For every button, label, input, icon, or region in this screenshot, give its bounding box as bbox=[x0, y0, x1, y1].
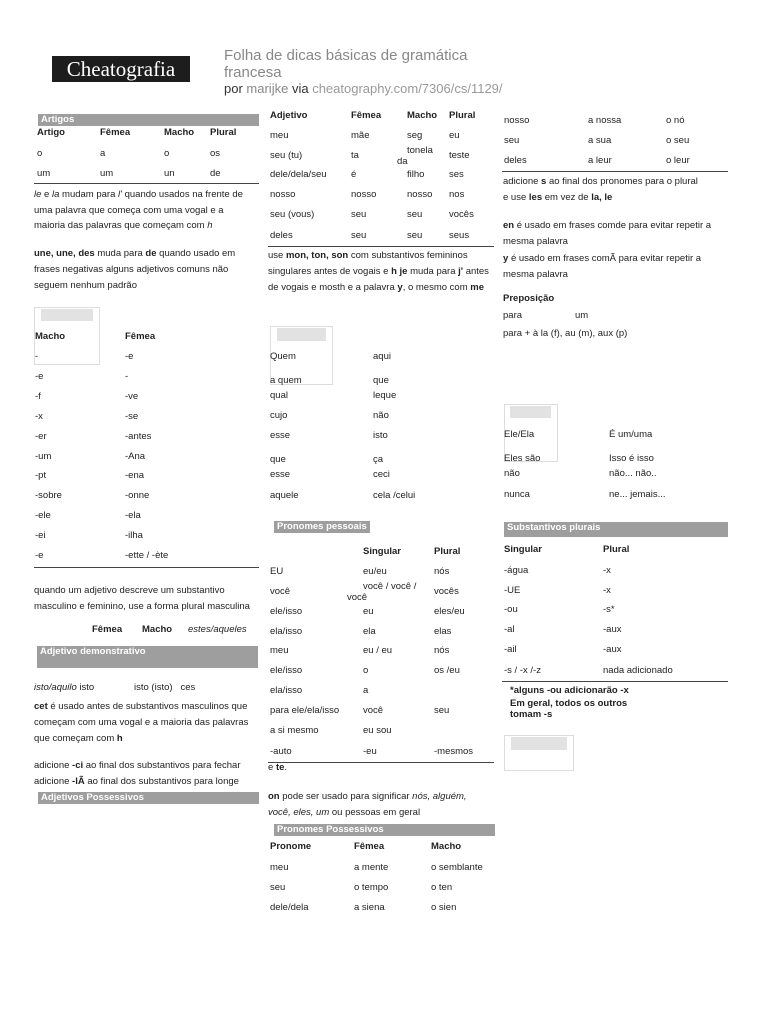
adj-cell: - bbox=[125, 371, 129, 382]
page-title-line2: francesa bbox=[224, 64, 282, 81]
pess-cell: ele/isso bbox=[270, 665, 303, 676]
section-artigos: Artigos bbox=[38, 114, 259, 126]
sub-cell: -ail bbox=[504, 644, 517, 655]
rel-cell: cela /celui bbox=[373, 490, 416, 501]
poss-cell: seu bbox=[351, 209, 367, 220]
en-note-line2: mesma palavra bbox=[503, 236, 568, 247]
top-cell: deles bbox=[504, 155, 527, 166]
sub-note-line3: tomam -s bbox=[510, 709, 553, 720]
pess-cell: o bbox=[363, 665, 369, 676]
ete-note: e te. bbox=[268, 762, 288, 773]
sub-cell: -x bbox=[603, 565, 611, 576]
adj-cell: -um bbox=[35, 451, 52, 462]
ppos-cell: o sien bbox=[431, 902, 457, 913]
sub-cell: -aux bbox=[603, 644, 622, 655]
pess-cell: vocês bbox=[434, 586, 459, 597]
page-title-line1: Folha de dicas básicas de gramática bbox=[224, 47, 468, 64]
isto-row: isto (isto) ces bbox=[134, 682, 196, 693]
poss-cell: seus bbox=[449, 230, 470, 241]
sub-cell: -aux bbox=[603, 624, 622, 635]
ppos-cell: meu bbox=[270, 862, 289, 873]
isto-row: isto/aquilo isto bbox=[34, 682, 95, 693]
ppos-cell: a siena bbox=[354, 902, 385, 913]
pess-cell: você bbox=[270, 586, 291, 597]
ppos-head-0: Pronome bbox=[270, 841, 312, 852]
adj-cell: -antes bbox=[125, 431, 152, 442]
top-cell: nosso bbox=[504, 115, 530, 126]
poss-cell: seg bbox=[407, 130, 423, 141]
pess-cell: -mesmos bbox=[434, 746, 474, 757]
lela-note-line3: maioria das palavras que começam com h bbox=[34, 220, 213, 231]
adj-cell: -sobre bbox=[35, 490, 62, 501]
divider bbox=[502, 681, 728, 682]
pess-cell: meu bbox=[270, 645, 289, 656]
poss-cell: seu bbox=[407, 230, 423, 241]
section-adjetivos-possessivos: Adjetivos Possessivos bbox=[38, 792, 259, 804]
poss-cell: nosso bbox=[407, 189, 433, 200]
pess-cell: a bbox=[363, 685, 369, 696]
art-cell: a bbox=[100, 148, 106, 159]
une-note-line2: frases negativas alguns adjetivos comuns não bbox=[34, 264, 229, 275]
ele-cell: Eles são bbox=[504, 453, 541, 464]
poss-cell: nosso bbox=[351, 189, 377, 200]
pess-cell: para ele/ela/isso bbox=[270, 705, 340, 716]
poss-cell: filho bbox=[407, 169, 425, 180]
ppos-cell: a mente bbox=[354, 862, 389, 873]
y-note-line2: mesma palavra bbox=[503, 269, 568, 280]
rel-cell: aquele bbox=[270, 490, 299, 501]
use-note-line1: use mon, ton, son com substantivos femininos bbox=[268, 250, 468, 261]
art-cell: de bbox=[210, 168, 221, 179]
divider bbox=[34, 567, 259, 568]
divider bbox=[34, 183, 259, 184]
top-cell: seu bbox=[504, 135, 520, 146]
author-link[interactable]: marijke bbox=[246, 81, 289, 96]
ele-cell: não... não.. bbox=[609, 468, 657, 479]
sub-cell: -ou bbox=[504, 604, 518, 615]
art-head-1: Fêmea bbox=[100, 127, 131, 138]
sub-cell: -água bbox=[504, 565, 529, 576]
rel-cell: Quem bbox=[270, 351, 296, 362]
poss-head-1: Fêmea bbox=[351, 110, 382, 121]
ele-cell: não bbox=[504, 468, 520, 479]
adj-cell: -ve bbox=[125, 391, 139, 402]
rel-cell: esse bbox=[270, 430, 291, 441]
rel-cell: cujo bbox=[270, 410, 288, 421]
adj-cell: -ena bbox=[125, 470, 145, 481]
poss-cell: mãe bbox=[351, 130, 370, 141]
pess-cell: eu/eu bbox=[363, 566, 387, 577]
section-substantivos-plurais: Substantivos plurais bbox=[504, 522, 728, 537]
pess-cell: você bbox=[363, 705, 384, 716]
poss-cell: nos bbox=[449, 189, 465, 200]
pess-cell: nós bbox=[434, 566, 450, 577]
prep-title: Preposição bbox=[503, 293, 555, 304]
poss-cell: nosso bbox=[270, 189, 296, 200]
fm-label-estes: estes/aqueles bbox=[188, 624, 247, 635]
sub-note-line1: *alguns -ou adicionarão -x bbox=[510, 685, 629, 696]
rel-cell: esse bbox=[270, 469, 291, 480]
adj-head-macho: Macho bbox=[35, 331, 66, 342]
adj-cell: -ilha bbox=[125, 530, 143, 541]
brand-logo: Cheatografia bbox=[52, 56, 190, 82]
poss-cell: eu bbox=[449, 130, 460, 141]
art-head-3: Plural bbox=[210, 127, 237, 138]
pess-head-singular: Singular bbox=[363, 546, 402, 557]
poss-cell: seu bbox=[407, 209, 423, 220]
pess-head-plural: Plural bbox=[434, 546, 461, 557]
on-note-line2: você, eles, um ou pessoas em geral bbox=[268, 807, 421, 818]
ppos-cell: o ten bbox=[431, 882, 453, 893]
poss-cell: seu (vous) bbox=[270, 209, 315, 220]
poss-cell: ta bbox=[351, 150, 359, 161]
y-note-line1: y é usado em frases comÃ para evitar repetir a bbox=[503, 253, 702, 264]
poss-cell: é bbox=[351, 169, 357, 180]
top-cell: a sua bbox=[588, 135, 612, 146]
ppos-head-1: Fêmea bbox=[354, 841, 385, 852]
ele-cell: Isso é isso bbox=[609, 453, 654, 464]
fm-label-femea: Fêmea bbox=[92, 624, 123, 635]
add-note-line1: adicione s ao final dos pronomes para o plural bbox=[503, 176, 698, 187]
adj-head-femea: Fêmea bbox=[125, 331, 156, 342]
art-cell: o bbox=[37, 148, 43, 159]
pess-cell: ele/isso bbox=[270, 606, 303, 617]
cet-note-line3: que começam com h bbox=[34, 733, 123, 744]
on-note-line1: on pode ser usado para significar nós, alguém, bbox=[268, 791, 467, 802]
use-note-line3: de vogais e mosth e a palavra y, o mesmo com me bbox=[268, 282, 484, 293]
ppos-head-2: Macho bbox=[431, 841, 462, 852]
pess-cell: -eu bbox=[363, 746, 377, 757]
lela-note-line2: uma palavra que começa com uma vogal e a bbox=[34, 205, 224, 216]
top-cell: o nó bbox=[666, 115, 685, 126]
rel-cell: aqui bbox=[373, 351, 391, 362]
poss-cell: seu (tu) bbox=[270, 150, 303, 161]
ci-note-line2: adicione -lÃ ao final dos substantivos para longe bbox=[34, 776, 239, 787]
poss-cell-wrap: da bbox=[397, 156, 408, 167]
ppos-cell: o semblante bbox=[431, 862, 483, 873]
pess-cell: eu bbox=[363, 606, 374, 617]
ppos-cell: o tempo bbox=[354, 882, 389, 893]
prep-line2: para + à la (f), au (m), aux (p) bbox=[503, 328, 628, 339]
quando-note-line2: masculino e feminino, use a forma plural masculina bbox=[34, 601, 250, 612]
adj-cell: -ele bbox=[35, 510, 51, 521]
pess-cell: elas bbox=[434, 626, 452, 637]
lela-note-line1: le e la mudam para l' quando usados na frente de bbox=[34, 189, 243, 200]
une-note-line3: seguem nenhum padrão bbox=[34, 280, 137, 291]
adj-cell: -f bbox=[35, 391, 41, 402]
author-line bbox=[224, 81, 503, 96]
poss-cell: seu bbox=[351, 230, 367, 241]
sub-cell: -al bbox=[504, 624, 515, 635]
sub-note-line2: Em geral, todos os outros bbox=[510, 698, 628, 709]
top-cell: a nossa bbox=[588, 115, 622, 126]
por-label: por bbox=[224, 81, 243, 96]
adj-cell: -onne bbox=[125, 490, 150, 501]
sub-cell: -UE bbox=[504, 585, 521, 596]
adj-cell: -ette / -ète bbox=[125, 550, 169, 561]
cet-note-line2: começam com uma vogal e a maioria das palavras bbox=[34, 717, 249, 728]
poss-cell: vocês bbox=[449, 209, 474, 220]
pess-cell-wrap: você bbox=[347, 592, 368, 603]
quando-note-line1: quando um adjetivo descreve um substantivo bbox=[34, 585, 225, 596]
en-note-line1: en é usado em frases comde para evitar repetir a bbox=[503, 220, 712, 231]
pess-cell: eu / eu bbox=[363, 645, 393, 656]
art-cell: o bbox=[164, 148, 170, 159]
pess-cell: nós bbox=[434, 645, 450, 656]
rel-cell: não bbox=[373, 410, 389, 421]
adj-cell: -pt bbox=[35, 470, 47, 481]
fm-label-macho: Macho bbox=[142, 624, 173, 635]
divider bbox=[268, 762, 494, 763]
adj-cell: -se bbox=[125, 411, 139, 422]
rel-cell: ça bbox=[373, 454, 384, 465]
prep-line1-b: um bbox=[575, 310, 589, 321]
pess-cell: seu bbox=[434, 705, 450, 716]
rel-cell: leque bbox=[373, 390, 397, 401]
sub-cell: nada adicionado bbox=[603, 665, 673, 676]
pess-cell: -auto bbox=[270, 746, 292, 757]
pess-cell: eu sou bbox=[363, 725, 392, 736]
adj-cell: -ei bbox=[35, 530, 46, 541]
top-cell: o leur bbox=[666, 155, 690, 166]
top-cell: o seu bbox=[666, 135, 690, 146]
pess-cell: a si mesmo bbox=[270, 725, 319, 736]
art-head-0: Artigo bbox=[37, 127, 65, 138]
pess-cell: ela bbox=[363, 626, 376, 637]
add-note-line2: e use les em vez de la, le bbox=[503, 192, 613, 203]
adj-cell: -e bbox=[35, 371, 44, 382]
source-url-link[interactable]: cheatography.com/7306/cs/1129/ bbox=[312, 81, 503, 96]
divider bbox=[268, 246, 494, 247]
poss-cell: teste bbox=[449, 150, 470, 161]
rel-cell: qual bbox=[270, 390, 288, 401]
rel-cell: isto bbox=[373, 430, 388, 441]
poss-head-3: Plural bbox=[449, 110, 476, 121]
use-note-line2: singulares antes de vogais e h je muda para j' antes bbox=[268, 266, 489, 277]
adj-cell: -er bbox=[35, 431, 47, 442]
adj-cell: -Ana bbox=[125, 451, 146, 462]
adj-cell: -ela bbox=[125, 510, 141, 521]
adj-cell: - bbox=[35, 351, 39, 362]
ele-cell: Ele/Ela bbox=[504, 429, 535, 440]
ele-cell: ne... jemais... bbox=[609, 489, 666, 500]
art-head-2: Macho bbox=[164, 127, 195, 138]
sub-head-singular: Singular bbox=[504, 544, 543, 555]
poss-head-0: Adjetivo bbox=[270, 110, 308, 121]
pess-cell: os /eu bbox=[434, 665, 460, 676]
art-cell: os bbox=[210, 148, 221, 159]
section-pronomes-possessivos: Pronomes Possessivos bbox=[274, 824, 495, 836]
poss-cell: dele/dela/seu bbox=[270, 169, 327, 180]
ele-cell: É um/uma bbox=[609, 429, 653, 440]
art-cell: um bbox=[100, 168, 114, 179]
adj-cell: -e bbox=[125, 351, 134, 362]
sub-cell: -x bbox=[603, 585, 611, 596]
section-adjetivo-demonstrativo: Adjetivo demonstrativo bbox=[37, 646, 258, 668]
section-pronomes-pessoais: Pronomes pessoais bbox=[274, 521, 370, 533]
poss-cell: meu bbox=[270, 130, 289, 141]
prep-line1: para bbox=[503, 310, 523, 321]
poss-cell: ses bbox=[449, 169, 464, 180]
adj-cell: -x bbox=[35, 411, 43, 422]
poss-cell: deles bbox=[270, 230, 293, 241]
sub-head-plural: Plural bbox=[603, 544, 630, 555]
pess-cell: eles/eu bbox=[434, 606, 465, 617]
poss-cell: tonela bbox=[407, 145, 433, 156]
une-note-line1: une, une, des muda para de quando usado em bbox=[34, 248, 236, 259]
ppos-cell: dele/dela bbox=[270, 902, 309, 913]
art-cell: um bbox=[37, 168, 51, 179]
top-cell: a leur bbox=[588, 155, 612, 166]
via-label: via bbox=[291, 81, 309, 96]
sub-cell: -s* bbox=[603, 604, 615, 615]
pess-cell: você / você / bbox=[363, 581, 417, 592]
ele-cell: nunca bbox=[504, 489, 530, 500]
cet-note-line1: cet é usado antes de substantivos masculinos que bbox=[34, 701, 248, 712]
divider bbox=[502, 171, 728, 172]
rel-cell: a quem bbox=[270, 375, 302, 386]
rel-cell: que bbox=[373, 375, 389, 386]
poss-head-2: Macho bbox=[407, 110, 438, 121]
ppos-cell: seu bbox=[270, 882, 286, 893]
rel-cell: que bbox=[270, 454, 286, 465]
pess-cell: EU bbox=[270, 566, 284, 577]
sub-cell: -s / -x /-z bbox=[504, 665, 541, 676]
image-placeholder bbox=[504, 735, 574, 771]
art-cell: un bbox=[164, 168, 175, 179]
rel-cell: ceci bbox=[373, 469, 390, 480]
pess-cell: ela/isso bbox=[270, 685, 303, 696]
pess-cell: ela/isso bbox=[270, 626, 303, 637]
ci-note-line1: adicione -ci ao final dos substantivos para fechar bbox=[34, 760, 241, 771]
adj-cell: -e bbox=[35, 550, 44, 561]
